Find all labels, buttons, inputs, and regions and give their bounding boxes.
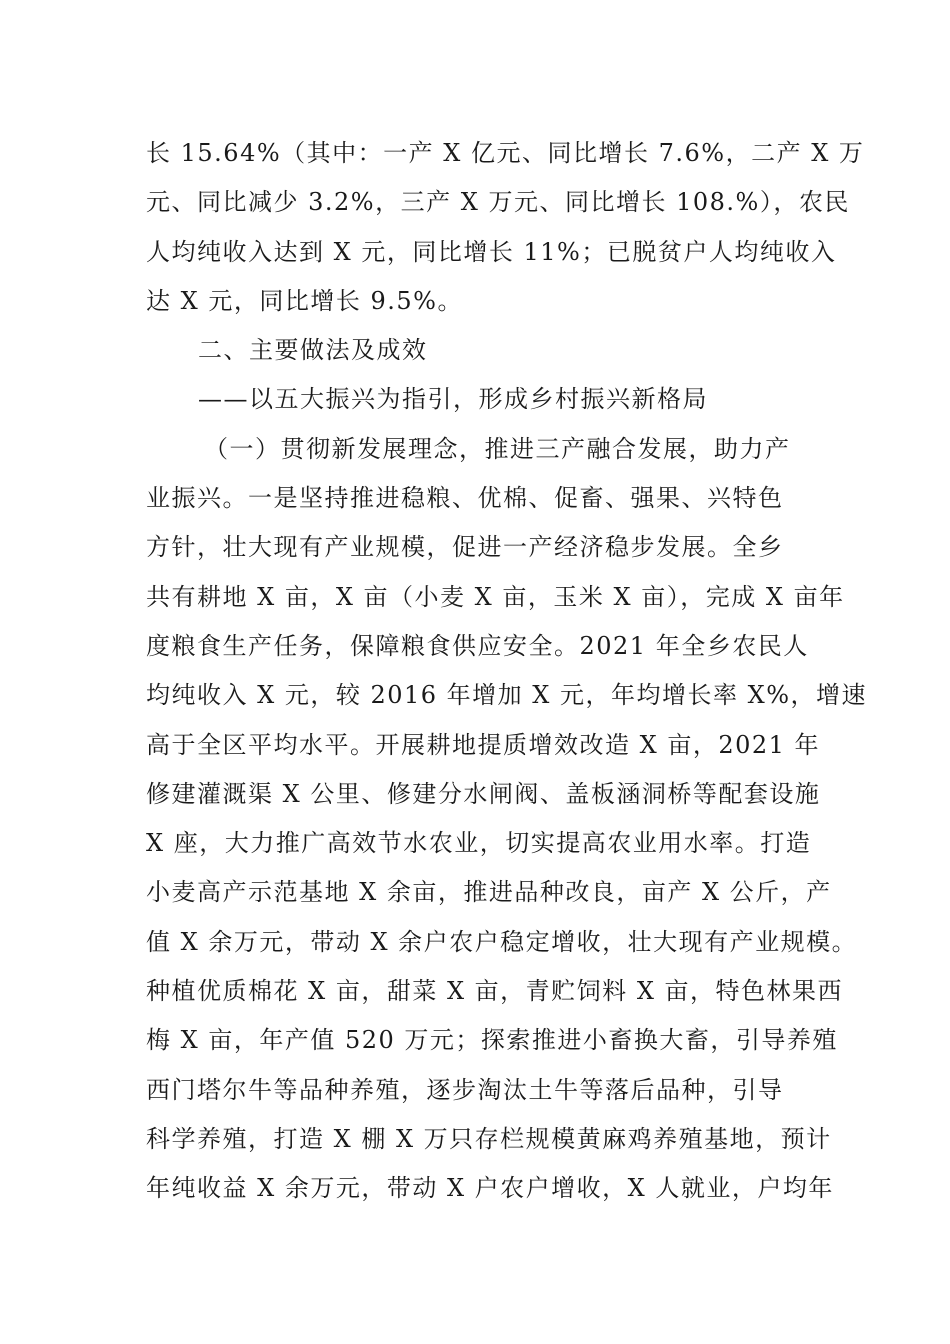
- paragraph-line: 西门塔尔牛等品种养殖，逐步淘汰土牛等落后品种，引导: [146, 1075, 784, 1104]
- paragraph-line: （一）贯彻新发展理念，推进三产融合发展，助力产: [204, 434, 791, 463]
- paragraph-line: 方针，壮大现有产业规模，促进一产经济稳步发展。全乡: [146, 533, 784, 562]
- paragraph-line: 科学养殖，打造 X 棚 X 万只存栏规模黄麻鸡养殖基地，预计: [146, 1124, 832, 1153]
- paragraph-line: 共有耕地 X 亩，X 亩（小麦 X 亩，玉米 X 亩），完成 X 亩年: [146, 582, 845, 611]
- paragraph-line: X 座，大力推广高效节水农业，切实提高农业用水率。打造: [146, 829, 812, 858]
- paragraph-line: 元、同比减少 3.2%，三产 X 万元、同比增长 108.%），农民: [146, 188, 850, 217]
- paragraph-line: 修建灌溉渠 X 公里、修建分水闸阀、盖板涵洞桥等配套设施: [146, 779, 821, 808]
- section-heading: 二、主要做法及成效: [198, 336, 428, 365]
- paragraph-line: 均纯收入 X 元，较 2016 年增加 X 元，年均增长率 X%，增速: [146, 681, 868, 710]
- paragraph-line: 业振兴。一是坚持推进稳粮、优棉、促畜、强果、兴特色: [146, 484, 784, 513]
- paragraph-line: 达 X 元，同比增长 9.5%。: [146, 286, 463, 315]
- document-body: [146, 129, 868, 1214]
- paragraph-line: 小麦高产示范基地 X 余亩，推进品种改良，亩产 X 公斤，产: [146, 878, 832, 907]
- paragraph-line: 种植优质棉花 X 亩，甜菜 X 亩，青贮饲料 X 亩，特色林果西: [146, 977, 844, 1006]
- paragraph-line: 高于全区平均水平。开展耕地提质增效改造 X 亩，2021 年: [146, 730, 821, 759]
- paragraph-line: 梅 X 亩，年产值 520 万元；探索推进小畜换大畜，引导养殖: [146, 1026, 838, 1055]
- section-subheading: ——以五大振兴为指引，形成乡村振兴新格局: [198, 385, 708, 414]
- paragraph-line: 值 X 余万元，带动 X 余户农户稳定增收，壮大现有产业规模。: [146, 927, 858, 956]
- paragraph-line: 人均纯收入达到 X 元，同比增长 11%；已脱贫户人均纯收入: [146, 237, 837, 266]
- paragraph-line: 年纯收益 X 余万元，带动 X 户农户增收，X 人就业，户均年: [146, 1174, 834, 1203]
- paragraph-line: 度粮食生产任务，保障粮食供应安全。2021 年全乡农民人: [146, 631, 809, 660]
- paragraph-line: 长 15.64%（其中：一产 X 亿元、同比增长 7.6%，二产 X 万: [146, 139, 865, 167]
